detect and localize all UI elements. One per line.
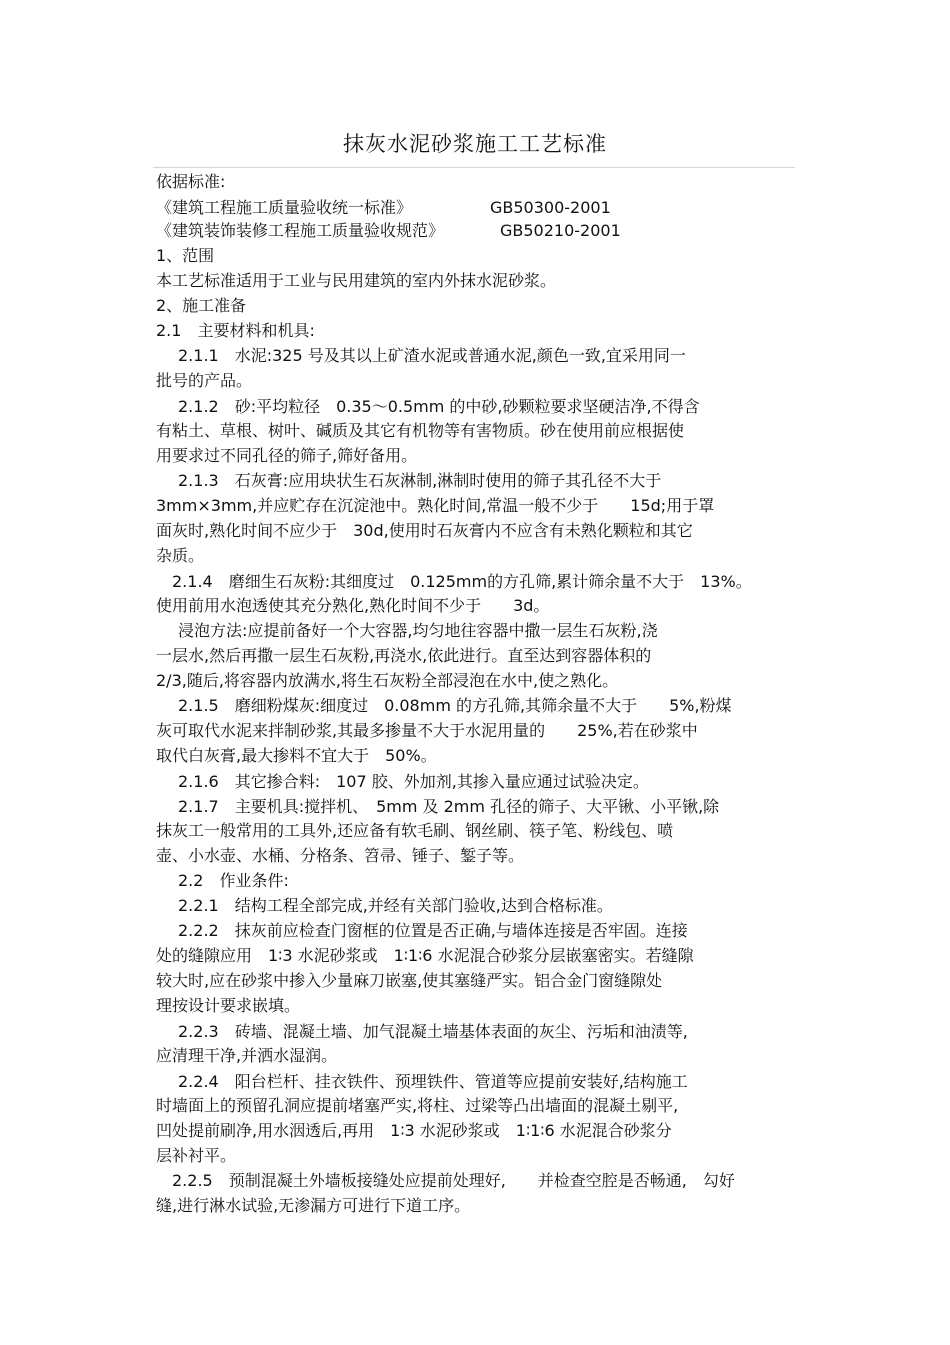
paragraph-line: 2.2.5 预制混凝土外墙板接缝处应提前处理好, 并检查空腔是否畅通, 勾好	[172, 1171, 735, 1190]
paragraph-line: 壶、小水壶、水桶、分格条、笤帚、锤子、錾子等。	[156, 846, 525, 865]
document-title: 抹灰水泥砂浆施工工艺标准	[343, 132, 607, 156]
paragraph-line: 2.2.4 阳台栏杆、挂衣铁件、预埋铁件、管道等应提前安装好,结构施工	[178, 1072, 688, 1091]
paragraph-line: 批号的产品。	[156, 371, 253, 390]
paragraph-line: 理按设计要求嵌填。	[156, 996, 301, 1015]
paragraph-line: 浸泡方法:应提前备好一个大容器,均匀地往容器中撒一层生石灰粉,浇	[178, 621, 658, 640]
standard-name: 《建筑装饰装修工程施工质量验收规范》	[156, 221, 445, 240]
paragraph-line: 2.1.4 磨细生石灰粉:其细度过 0.125mm的方孔筛,累计筛余量不大于 13%。	[172, 572, 752, 591]
subsection-heading: 2.1 主要材料和机具:	[156, 321, 315, 340]
paragraph-line: 使用前用水泡透使其充分熟化,熟化时间不少于 3d。	[156, 596, 550, 615]
paragraph-line: 2.1.6 其它掺合料: 107 胶、外加剂,其掺入量应通过试验决定。	[178, 772, 649, 791]
paragraph-line: 较大时,应在砂浆中掺入少量麻刀嵌塞,使其塞缝严实。铝合金门窗缝隙处	[156, 971, 663, 990]
paragraph-line: 灰可取代水泥来拌制砂浆,其最多掺量不大于水泥用量的 25%,若在砂浆中	[156, 721, 698, 740]
paragraph-line: 时墙面上的预留孔洞应提前堵塞严实,将柱、过梁等凸出墙面的混凝土剔平,	[156, 1096, 679, 1115]
section-heading: 1、范围	[156, 246, 215, 265]
paragraph-line: 取代白灰膏,最大掺料不宜大于 50%。	[156, 746, 437, 765]
paragraph-line: 一层水,然后再撒一层生石灰粉,再浇水,依此进行。直至达到容器体积的	[156, 646, 652, 665]
paragraph-line: 缝,进行淋水试验,无渗漏方可进行下道工序。	[156, 1196, 471, 1215]
subsection-heading: 2.2 作业条件:	[178, 871, 289, 890]
title-divider	[153, 167, 795, 168]
paragraph-line: 层补衬平。	[156, 1146, 237, 1165]
paragraph-line: 凹处提前刷净,用水洇透后,再用 1∶3 水泥砂浆或 1∶1∶6 水泥混合砂浆分	[156, 1121, 672, 1140]
paragraph-line: 有粘土、草根、树叶、碱质及其它有机物等有害物质。砂在使用前应根据使	[156, 421, 685, 440]
paragraph-line: 2.1.5 磨细粉煤灰:细度过 0.08mm 的方孔筛,其筛余量不大于 5%,粉煤	[178, 696, 732, 715]
paragraph-line: 2.1.3 石灰膏:应用块状生石灰淋制,淋制时使用的筛子其孔径不大于	[178, 471, 662, 490]
paragraph-line: 2/3,随后,将容器内放满水,将生石灰粉全部浸泡在水中,使之熟化。	[156, 671, 619, 690]
paragraph-line: 用要求过不同孔径的筛子,筛好备用。	[156, 446, 418, 465]
paragraph-line: 杂质。	[156, 546, 205, 565]
standard-name: 《建筑工程施工质量验收统一标准》	[156, 198, 413, 217]
paragraph-line: 2.2.3 砖墙、混凝土墙、加气混凝土墙基体表面的灰尘、污垢和油渍等,	[178, 1022, 688, 1041]
paragraph-line: 处的缝隙应用 1∶3 水泥砂浆或 1∶1∶6 水泥混合砂浆分层嵌塞密实。若缝隙	[156, 946, 694, 965]
paragraph-line: 2.2.2 抹灰前应检查门窗框的位置是否正确,与墙体连接是否牢固。连接	[178, 921, 688, 940]
paragraph-line: 3mm×3mm,并应贮存在沉淀池中。熟化时间,常温一般不少于 15d;用于罩	[156, 496, 715, 515]
paragraph-line: 面灰时,熟化时间不应少于 30d,使用时石灰膏内不应含有未熟化颗粒和其它	[156, 521, 693, 540]
paragraph-line: 本工艺标准适用于工业与民用建筑的室内外抹水泥砂浆。	[156, 271, 557, 290]
section-heading: 2、施工准备	[156, 296, 247, 315]
paragraph-line: 抹灰工一般常用的工具外,还应备有软毛刷、钢丝刷、筷子笔、粉线包、喷	[156, 821, 674, 840]
paragraph-line: 应清理干净,并洒水湿润。	[156, 1046, 338, 1065]
paragraph-line: 2.1.1 水泥:325 号及其以上矿渣水泥或普通水泥,颜色一致,宜采用同一	[178, 346, 686, 365]
basis-heading: 依据标准:	[156, 172, 226, 191]
standard-code: GB50210-2001	[500, 221, 621, 240]
paragraph-line: 2.2.1 结构工程全部完成,并经有关部门验收,达到合格标准。	[178, 896, 613, 915]
paragraph-line: 2.1.7 主要机具:搅拌机、 5mm 及 2mm 孔径的筛子、大平锹、小平锹,除	[178, 797, 720, 816]
standard-code: GB50300-2001	[490, 198, 611, 217]
paragraph-line: 2.1.2 砂:平均粒径 0.35～0.5mm 的中砂,砂颗粒要求坚硬洁净,不得含	[178, 397, 700, 416]
